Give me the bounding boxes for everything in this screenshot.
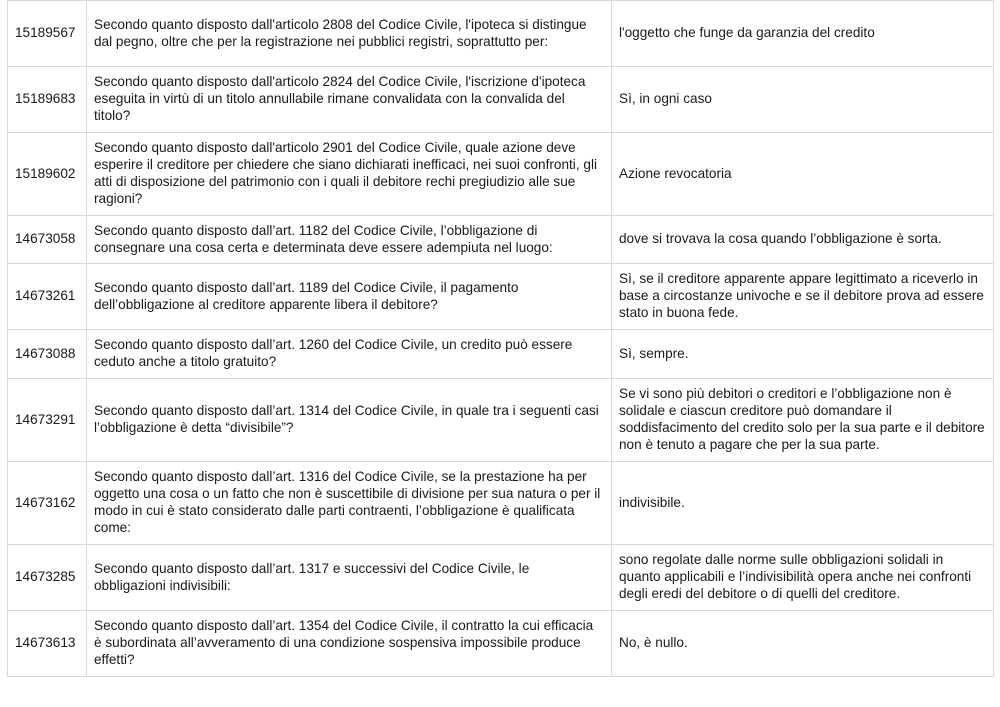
question-text: Secondo quanto disposto dall’art. 1354 del Codice Civile, il contratto la cui efficacia è subordinata all’avveramento di una condizione sospensiva impossibile produce effetti? (87, 611, 612, 677)
answer-text: dove si trovava la cosa quando l’obbligazione è sorta. (612, 216, 994, 264)
table-row (8, 1, 994, 67)
answer-text: No, è nullo. (612, 611, 994, 677)
table-row (8, 216, 994, 264)
table-row (8, 264, 994, 330)
table-row (8, 133, 994, 216)
answer-text: sono regolate dalle norme sulle obbligazioni solidali in quanto applicabili e l’indivisibilità opera anche nei confronti degli eredi del debitore o di quelli del creditore. (612, 545, 994, 611)
question-text: Secondo quanto disposto dall'articolo 2808 del Codice Civile, l'ipoteca si distingue dal pegno, oltre che per la registrazione nei pubblici registri, soprattutto per: (87, 1, 612, 67)
question-id: 15189567 (8, 1, 87, 67)
table-row (8, 330, 994, 379)
table-row (8, 462, 994, 545)
answer-text: Sì, se il creditore apparente appare legittimato a riceverlo in base a circostanze univoche e se il debitore prova ad essere stato in buona fede. (612, 264, 994, 330)
question-id: 14673291 (8, 379, 87, 462)
question-text: Secondo quanto disposto dall’art. 1317 e successivi del Codice Civile, le obbligazioni indivisibili: (87, 545, 612, 611)
question-id: 14673261 (8, 264, 87, 330)
question-text: Secondo quanto disposto dall’art. 1316 del Codice Civile, se la prestazione ha per oggetto una cosa o un fatto che non è suscettibile di divisione per sua natura o per il modo in cui è stato considerato dalle parti contraenti, l’obbligazione è qualificata come: (87, 462, 612, 545)
answer-text: Sì, in ogni caso (612, 67, 994, 133)
table-row (8, 611, 994, 677)
question-id: 14673088 (8, 330, 87, 379)
answer-text: Azione revocatoria (612, 133, 994, 216)
answer-text: Sì, sempre. (612, 330, 994, 379)
table-row (8, 379, 994, 462)
question-text: Secondo quanto disposto dall’art. 1314 del Codice Civile, in quale tra i seguenti casi l’obbligazione è detta “divisibile”? (87, 379, 612, 462)
question-text: Secondo quanto disposto dall’art. 1182 del Codice Civile, l’obbligazione di consegnare una cosa certa e determinata deve essere adempiuta nel luogo: (87, 216, 612, 264)
question-id: 14673613 (8, 611, 87, 677)
question-id: 14673058 (8, 216, 87, 264)
table-row (8, 67, 994, 133)
question-text: Secondo quanto disposto dall’art. 1260 del Codice Civile, un credito può essere ceduto anche a titolo gratuito? (87, 330, 612, 379)
table-row (8, 545, 994, 611)
question-text: Secondo quanto disposto dall'articolo 2901 del Codice Civile, quale azione deve esperire il creditore per chiedere che siano dichiarati inefficaci, nei suoi confronti, gli atti di disposizione del patrimonio con i quali il debitore rechi pregiudizio alle sue ragioni? (87, 133, 612, 216)
question-id: 14673162 (8, 462, 87, 545)
answer-text: indivisibile. (612, 462, 994, 545)
question-text: Secondo quanto disposto dall'articolo 2824 del Codice Civile, l'iscrizione d'ipoteca eseguita in virtù di un titolo annullabile rimane convalidata con la convalida del titolo? (87, 67, 612, 133)
questions-table (7, 0, 994, 677)
answer-text: l'oggetto che funge da garanzia del credito (612, 1, 994, 67)
answer-text: Se vi sono più debitori o creditori e l’obbligazione non è solidale e ciascun creditore può domandare il soddisfacimento del credito solo per la sua parte e il debitore non è tenuto a pagare che per la sua parte. (612, 379, 994, 462)
question-text: Secondo quanto disposto dall’art. 1189 del Codice Civile, il pagamento dell’obbligazione al creditore apparente libera il debitore? (87, 264, 612, 330)
question-id: 15189683 (8, 67, 87, 133)
question-id: 14673285 (8, 545, 87, 611)
question-id: 15189602 (8, 133, 87, 216)
